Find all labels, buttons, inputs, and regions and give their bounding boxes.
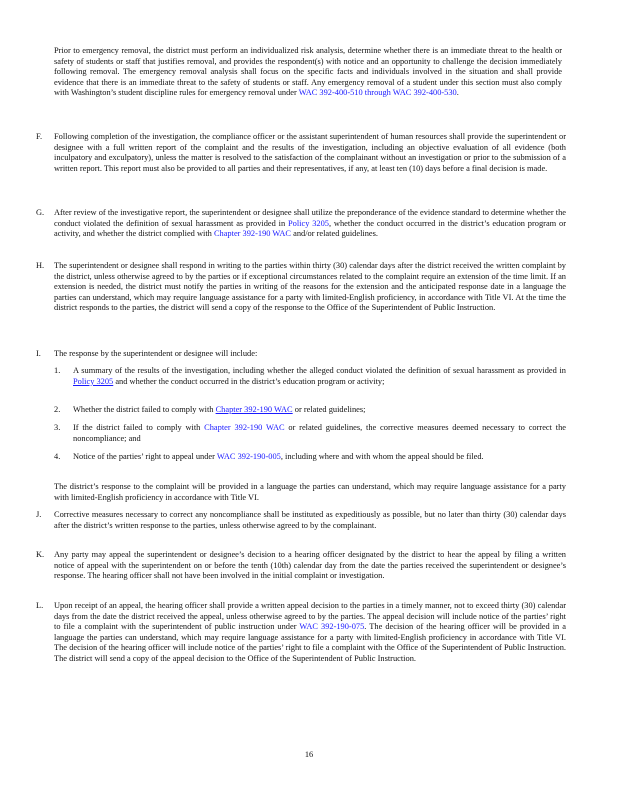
- section-i-item-4: 4. Notice of the parties’ right to appeal under WAC 392-190-005, including where and with whom the appeal should be filed.: [54, 452, 484, 461]
- section-l-text: Upon receipt of an appeal, the hearing officer shall provide a written appeal decision to the parties in a timely manner, not to exceed thirty (30) calendar days from the date the district received the appeal, unless otherwise agreed to by the parties. The appeal decision will include notice of the parties’ right to file a complaint with the superintendent of public instruction under WAC 392-190-075. The decision of the hearing officer will be provided in a language the parties can understand, which may require language assistance for a party with limited-English proficiency in accordance with Title VI. The decision of the hearing officer will include notice of the parties’ right to file a complaint with the Office of the Superintendent of Public Instruction. The district will send a copy of the appeal decision to the Office of the Superintendent of Public Instruction.: [54, 601, 567, 663]
- section-k-letter: K.: [36, 550, 45, 559]
- section-j-text: Corrective measures necessary to correct any noncompliance shall be instituted as expeditiously as possible, but no later than thirty (30) calendar days after the district’s written response to the parties, unless otherwise agreed to by the complainant.: [54, 510, 566, 530]
- section-i-text: The response by the superintendent or designee will include:: [54, 349, 258, 358]
- section-j-letter: J.: [36, 510, 42, 519]
- section-i-item-2: 2. Whether the district failed to comply with Chapter 392-190 WAC or related guidelines;: [54, 405, 366, 414]
- section-k-text: Any party may appeal the superintendent or designee’s decision to a hearing officer designated by the district to hear the appeal by filing a written notice of appeal with the superintendent on or before the tenth (10th) calendar day from the date the parties received the superintendent or designee’s response. The hearing officer shall not have been involved in the initial complaint or investigation.: [54, 550, 566, 581]
- section-i-closing: The district’s response to the complaint will be provided in a language the parties can understand, which may require language assistance for a party with limited-English proficiency in accordance with Title VI.: [54, 482, 566, 502]
- item-2-number: 2.: [54, 405, 61, 414]
- item-4-number: 4.: [54, 452, 61, 461]
- section-l: [36, 601, 566, 665]
- wac-392-190-075-link[interactable]: WAC 392-190-075: [299, 622, 365, 632]
- section-g-letter: G.: [36, 208, 45, 217]
- section-f-letter: F.: [36, 132, 43, 141]
- wac-392-190-005-link[interactable]: WAC 392-190-005: [216, 452, 281, 461]
- policy-3205-link[interactable]: Policy 3205: [288, 218, 329, 228]
- policy-3205-link[interactable]: Policy 3205: [73, 376, 114, 386]
- item-1-number: 1.: [54, 366, 61, 375]
- section-i-letter: I.: [36, 349, 41, 358]
- chapter-392-190-wac-link[interactable]: Chapter 392-190 WAC: [215, 405, 293, 414]
- section-i: [36, 349, 566, 360]
- section-j: [36, 510, 566, 531]
- section-i-item-1: 1. A summary of the results of the investigation, including whether the alleged conduct violated the definition of sexual harassment as provided in Policy 3205 and whether the conduct occurred in the district’s education program or activity;: [54, 366, 566, 386]
- section-g-text: After review of the investigative report, the superintendent or designee shall utilize the preponderance of the evidence standard to determine whether the conduct violated the definition of sexual harassment as provided in Policy 3205, whether the conduct occurred in the district’s education program or activity, and whether the district complied with Chapter 392-190 WAC and/or related guidelines.: [54, 208, 566, 239]
- item-3-number: 3.: [54, 423, 61, 432]
- section-h-letter: H.: [36, 261, 45, 270]
- intro-text-end: .: [456, 88, 459, 98]
- section-h: [36, 261, 566, 314]
- wac-392-400-510-link[interactable]: WAC 392-400-510 through WAC 392-400-530: [298, 88, 457, 98]
- section-i-item-3: 3. If the district failed to comply with Chapter 392-190 WAC or related guidelines, the corrective measures deemed necessary to correct the noncompliance; and: [54, 423, 566, 443]
- section-l-letter: L.: [36, 601, 44, 610]
- section-k: [36, 550, 566, 582]
- page-number: 16: [304, 750, 314, 759]
- section-h-text: The superintendent or designee shall respond in writing to the parties within thirty (30) calendar days after the district received the written complaint by the district, unless otherwise agreed to by the parties or if exceptional circumstances related to the complaint require an extension of the time limit. If an extension is needed, the district must notify the parties in writing of the reasons for the extension and the anticipated response date in a language the parties can understand, which may require language assistance for a party with limited-English proficiency, in accordance with Title VI. At the time the district responds to the parties, the district will send a copy of the response to the Office of the Superintendent of Public Instruction.: [54, 261, 566, 313]
- chapter-392-190-wac-link[interactable]: Chapter 392-190 WAC: [213, 229, 292, 239]
- section-f: [36, 132, 566, 174]
- emergency-removal-paragraph: [54, 46, 562, 99]
- section-f-text: Following completion of the investigation, the compliance officer or the assistant superintendent of human resources shall provide the superintendent or designee with a full written report of the complaint and the results of the investigation, including an objective evaluation of all evidence (both inculpatory and exculpatory), unless the matter is resolved to the satisfaction of the complainant without an investigation or prior to the submission of a written report. This report must also be provided to all parties and their representatives, if any, at least ten (10) days before a final decision is made.: [54, 132, 566, 173]
- section-g: [36, 208, 566, 240]
- chapter-392-190-wac-link[interactable]: Chapter 392-190 WAC: [204, 423, 285, 432]
- intro-text: Prior to emergency removal, the district must perform an individualized risk analysis, determine whether there is an immediate threat to the health or safety of students or staff that justifies removal, and provides the respondent(s) with notice and an opportunity to challenge the decision immediately following removal. The emergency removal analysis shall focus on the specific facts and individuals involved in the situation and shall provide evidence that there is an immediate threat to the safety of students or staff. Any emergency removal of a student under this section must also comply with Washington’s student discipline rules for emergency removal under: [54, 46, 562, 98]
